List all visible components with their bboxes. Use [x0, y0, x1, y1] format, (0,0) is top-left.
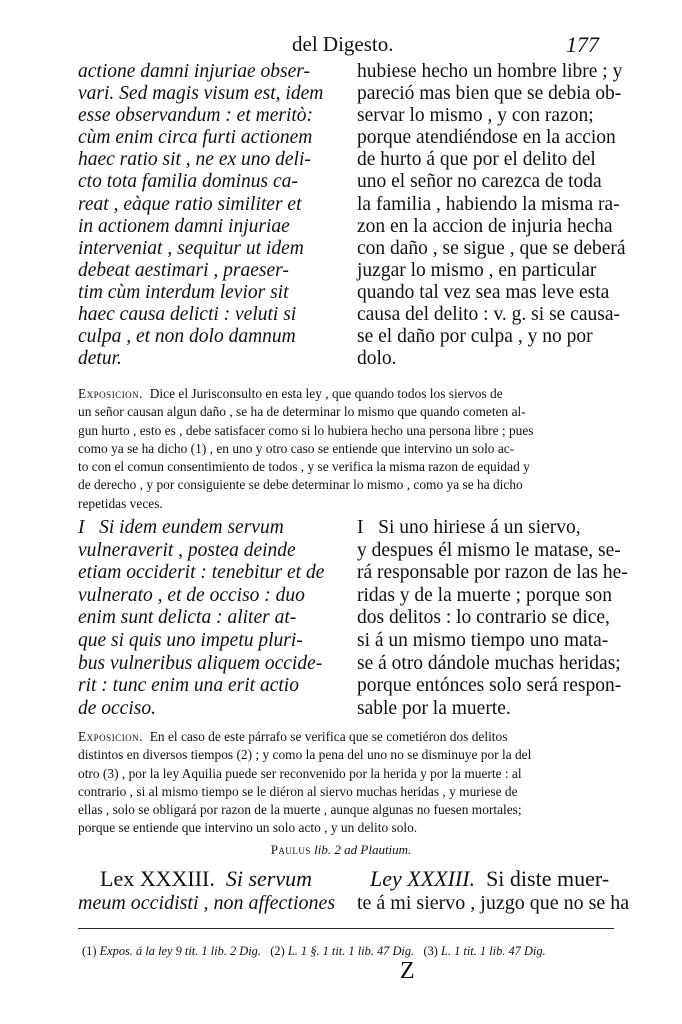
latin-line: debeat aestimari , praeser-: [78, 259, 289, 281]
lex-latin-line-2: meum occidisti , non affectiones: [78, 892, 336, 914]
spanish-line: dolo.: [357, 348, 397, 370]
latin-line: etiam occiderit : tenebitur et de: [78, 562, 325, 584]
latin-line: rit : tunc enim una erit actio: [78, 675, 299, 697]
exposicion-line: contrario , si al mismo tiempo se le diéron al siervo muchas heridas , y muriese de: [78, 783, 518, 799]
exposicion-line: porque se entiende que intervino un solo acto , y un delito solo.: [78, 820, 418, 836]
page-number: 177: [566, 32, 599, 57]
spanish-column-1: [357, 61, 626, 370]
exposicion-line: to con el comun consentimiento de todos , y se verifica la misma razon de equidad y: [78, 459, 530, 475]
source-work: lib. 2 ad Plautium.: [314, 842, 412, 857]
exposicion-paragraph-1: [78, 385, 614, 513]
latin-line: tim cùm interdum levior sit: [78, 281, 289, 303]
spanish-line: causa del delito : v. g. si se causa-: [357, 304, 620, 326]
spanish-column-2: [357, 517, 628, 720]
latin-line: in actionem damni injuriae: [78, 215, 290, 237]
footnote-number: (3): [423, 944, 438, 958]
spanish-line: la familia , habiendo la misma ra-: [357, 193, 620, 215]
lex-spanish-heading-line: [370, 866, 609, 891]
spanish-line: juzgar lo mismo , en particular: [357, 259, 597, 281]
footnote-text: Expos. á la ley 9 tit. 1 lib. 2 Dig.: [99, 944, 261, 958]
lex-latin-heading-line: [100, 866, 312, 891]
exposicion-paragraph-2: [78, 728, 614, 838]
source-author: Paulus: [270, 842, 311, 857]
latin-line: cto tota familia dominus ca-: [78, 171, 298, 193]
exposicion-line: otro (3) , por la ley Aquilia puede ser reconvenido por la herida y por la muerte : al: [78, 765, 522, 781]
latin-line: de occiso.: [78, 697, 156, 719]
spanish-line: con daño , se sigue , que se deberá: [357, 237, 626, 259]
spanish-line: sable por la muerte.: [357, 697, 511, 719]
spanish-line: rá responsable por razon de las he-: [357, 562, 628, 584]
spanish-line: pareció mas bien que se debia ob-: [357, 83, 622, 105]
exposicion-line: ellas , solo se obligará por razon de la muerte , aunque algunas no fuesen mortales;: [78, 802, 522, 818]
spanish-line: servar lo mismo , y con razon;: [357, 105, 594, 127]
latin-line: interveniat , sequitur ut idem: [78, 237, 304, 259]
latin-line: culpa , et non dolo damnum: [78, 326, 296, 348]
lex-latin-start: Si servum: [225, 866, 313, 891]
spanish-line: dos delitos : lo contrario se dice,: [357, 607, 610, 629]
latin-line: I Si idem eundem servum: [78, 517, 284, 538]
spanish-line: I Si uno hiriese á un siervo,: [357, 517, 581, 538]
spanish-line: de hurto á que por el delito del: [357, 149, 596, 171]
spanish-line: porque entónces solo será respon-: [357, 675, 622, 697]
source-citation: [0, 842, 682, 858]
signature-mark: Z: [400, 958, 415, 984]
exposicion-line: un señor causan algun daño , se ha de determinar lo mismo que quando cometen al-: [78, 404, 526, 420]
latin-column-1: [78, 61, 340, 370]
spanish-line: quando tal vez sea mas leve esta: [357, 281, 610, 303]
spanish-line: zon en la accion de injuria hecha: [357, 215, 613, 237]
latin-line: vari. Sed magis visum est, idem: [78, 83, 324, 105]
footnote-text: L. 1 §. 1 tit. 1 lib. 47 Dig.: [287, 944, 415, 958]
latin-line: actione damni injuriae obser-: [78, 61, 310, 82]
latin-line: esse observandum : et meritò:: [78, 105, 314, 127]
latin-line: cùm enim circa furti actionem: [78, 127, 313, 149]
footnote-text: L. 1 tit. 1 lib. 47 Dig.: [441, 944, 546, 958]
lex-spanish-heading: Ley XXXIII.: [370, 866, 476, 891]
footnote-number: (2): [270, 944, 285, 958]
lex-spanish-start: Si diste muer-: [486, 866, 610, 891]
footnote-number: (1): [82, 944, 97, 958]
exposicion-line: En el caso de este párrafo se verifica que se cometiéron dos delitos: [149, 729, 508, 744]
exposicion-label: Exposicion.: [78, 386, 144, 401]
latin-line: reat , eàque ratio similiter et: [78, 193, 302, 215]
exposicion-line: gun hurto , esto es , debe satisfacer como si lo hubiera hecho una persona libre ; pues: [78, 422, 534, 438]
running-header-title: del Digesto.: [292, 32, 394, 56]
spanish-line: se el daño por culpa , y no por: [357, 326, 593, 348]
exposicion-line: como ya se ha dicho (1) , en uno y otro caso se entiende que intervino un solo ac-: [78, 440, 515, 456]
spanish-line: porque atendiéndose en la accion: [357, 127, 616, 149]
lex-latin-heading: Lex XXXIII.: [100, 866, 215, 891]
lex-spanish-line-2: te á mi siervo , juzgo que no se ha: [357, 892, 630, 914]
latin-line: bus vulneribus aliquem occide-: [78, 652, 323, 674]
latin-line: que si quis uno impetu pluri-: [78, 629, 303, 651]
latin-line: haec causa delicti : veluti si: [78, 304, 297, 326]
exposicion-line: de derecho , y por consiguiente se debe determinar lo mismo , como ya se ha dicho: [78, 477, 523, 493]
exposicion-label: Exposicion.: [78, 729, 144, 744]
spanish-line: hubiese hecho un hombre libre ; y: [357, 61, 623, 82]
exposicion-line: Dice el Jurisconsulto en esta ley , que quando todos los siervos de: [149, 386, 503, 401]
spanish-line: y despues él mismo le matase, se-: [357, 539, 621, 561]
footnote-rule: [78, 928, 614, 929]
exposicion-line: distintos en diversos tiempos (2) ; y como la pena del uno no se disminuye por la del: [78, 747, 532, 763]
spanish-line: se á otro dándole muchas heridas;: [357, 652, 621, 674]
exposicion-line: repetidas veces.: [78, 495, 163, 511]
latin-line: enim sunt delicta : aliter at-: [78, 607, 297, 629]
latin-line: detur.: [78, 348, 122, 370]
spanish-line: ridas y de la muerte ; porque son: [357, 584, 613, 606]
spanish-line: uno el señor no carezca de toda: [357, 171, 602, 193]
latin-column-2: [78, 517, 340, 720]
footnotes: [82, 944, 622, 959]
latin-line: vulnerato , et de occiso : duo: [78, 584, 305, 606]
latin-line: haec ratio sit , ne ex uno deli-: [78, 149, 311, 171]
spanish-line: si á un mismo tiempo uno mata-: [357, 629, 609, 651]
latin-line: vulneraverit , postea deinde: [78, 539, 296, 561]
